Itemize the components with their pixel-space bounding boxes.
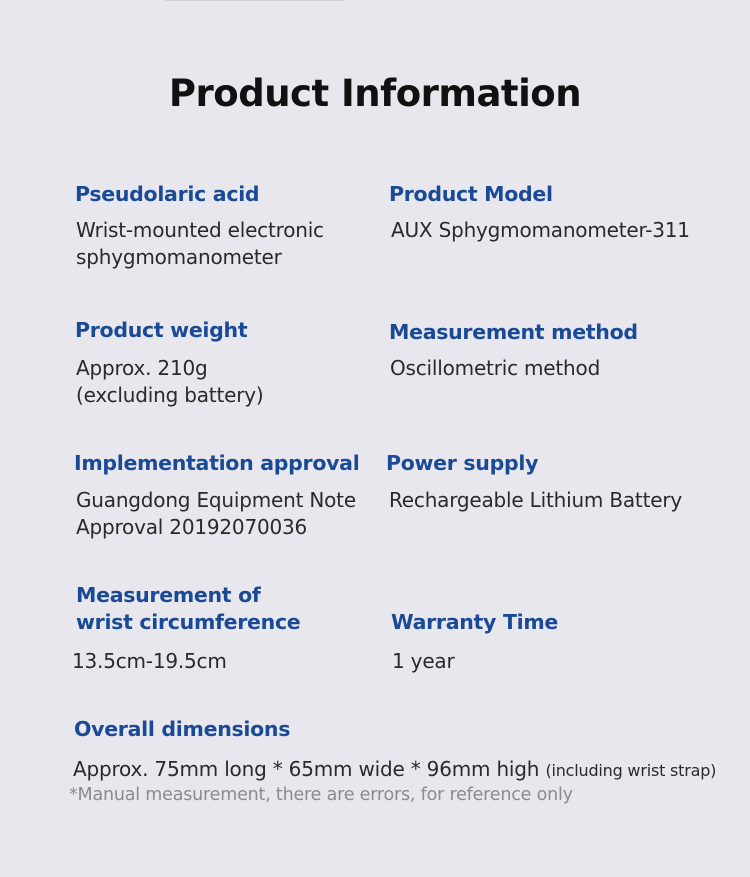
spec-label-wrist-line1: Measurement of bbox=[76, 583, 261, 607]
spec-value-weight-line2: (excluding battery) bbox=[76, 383, 264, 407]
spec-value-approval-line1: Guangdong Equipment Note bbox=[76, 488, 356, 512]
spec-label-warranty: Warranty Time bbox=[391, 610, 559, 634]
spec-label-power: Power supply bbox=[386, 451, 539, 475]
spec-value-name-line1: Wrist-mounted electronic bbox=[76, 218, 324, 242]
footnote: *Manual measurement, there are errors, for reference only bbox=[69, 785, 573, 805]
page-title: Product Information bbox=[168, 72, 582, 115]
spec-value-wrist: 13.5cm-19.5cm bbox=[72, 649, 227, 673]
spec-value-power: Rechargeable Lithium Battery bbox=[389, 488, 682, 512]
spec-value-method: Oscillometric method bbox=[390, 356, 601, 380]
spec-label-weight: Product weight bbox=[75, 318, 248, 342]
spec-value-dimensions bbox=[73, 756, 716, 784]
spec-label-dimensions: Overall dimensions bbox=[74, 717, 291, 741]
spec-label-method: Measurement method bbox=[389, 320, 638, 344]
spec-value-weight-line1: Approx. 210g bbox=[76, 356, 208, 380]
spec-value-approval-line2: Approval 20192070036 bbox=[76, 515, 308, 539]
spec-label-name: Pseudolaric acid bbox=[75, 182, 260, 206]
spec-value-dimensions-note: (including wrist strap) bbox=[545, 761, 717, 780]
spec-label-model: Product Model bbox=[389, 182, 553, 206]
spec-value-dimensions-main: Approx. 75mm long * 65mm wide * 96mm high bbox=[73, 757, 540, 781]
spec-value-warranty: 1 year bbox=[392, 649, 455, 673]
spec-label-approval: Implementation approval bbox=[74, 451, 360, 475]
spec-value-name-line2: sphygmomanometer bbox=[76, 245, 282, 269]
top-divider bbox=[165, 0, 345, 1]
spec-value-model: AUX Sphygmomanometer-311 bbox=[391, 218, 690, 242]
spec-label-wrist-line2: wrist circumference bbox=[76, 610, 301, 634]
